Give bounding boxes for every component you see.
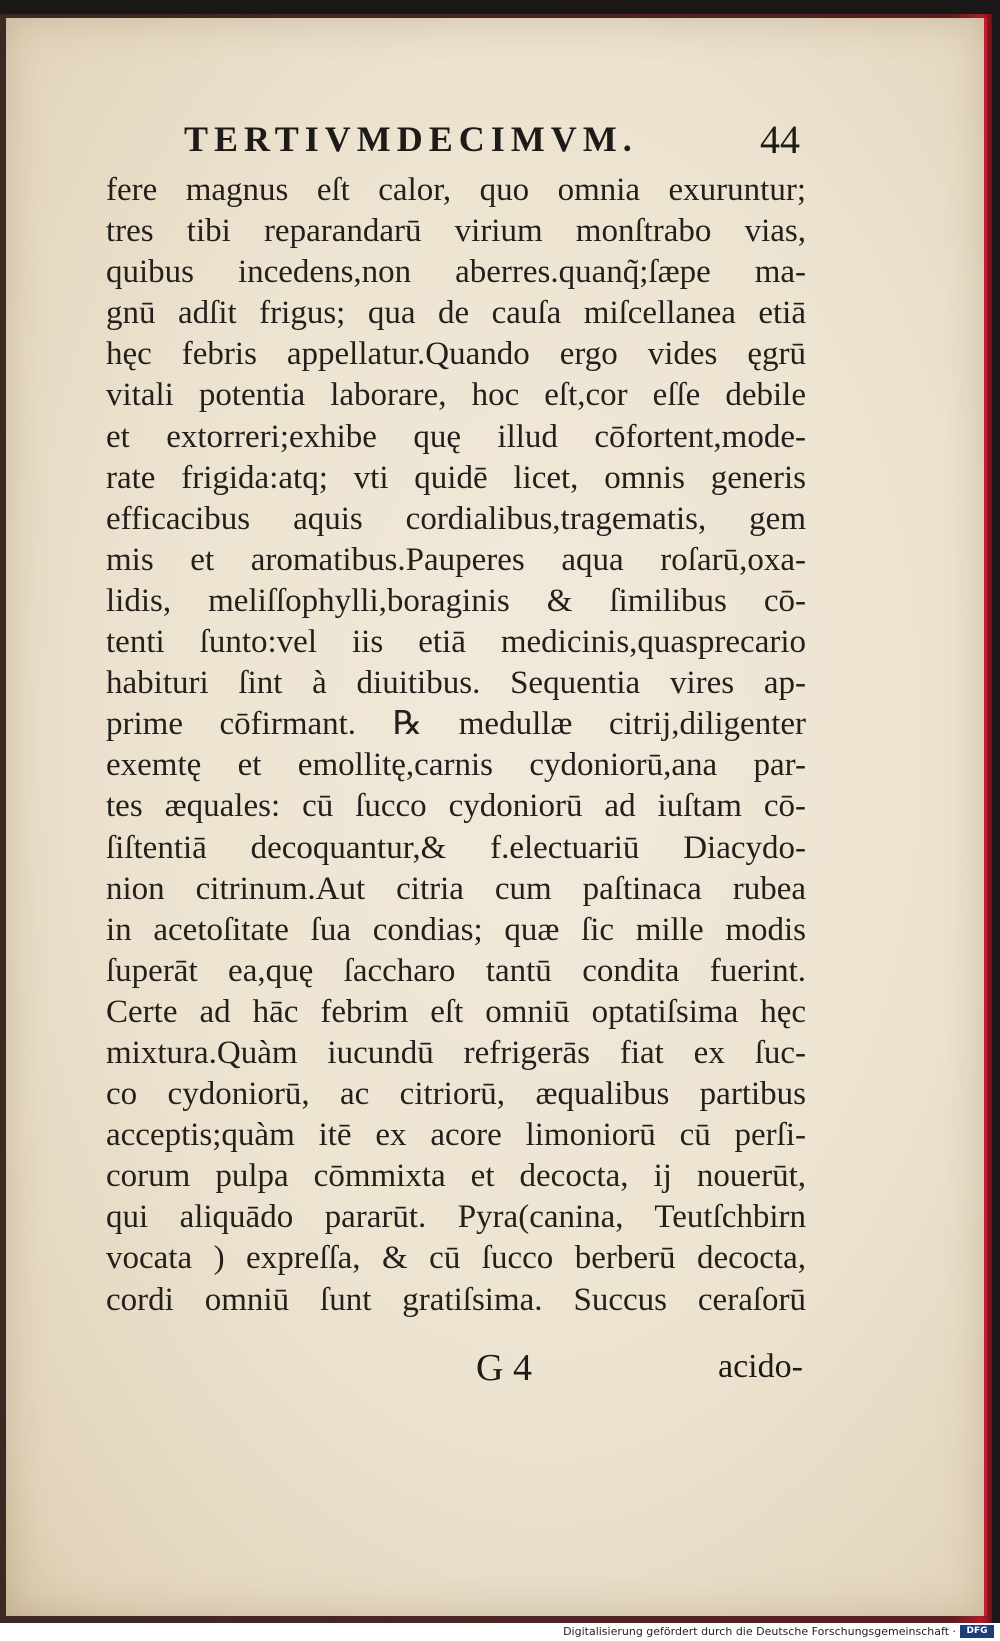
text-line: quibus incedens,non aberres.quanq̃;ſæpe ma-: [106, 254, 806, 291]
running-head: [6, 106, 984, 166]
text-line: lidis, meliſſophylli,boraginis & ſimilibus cō-: [106, 582, 806, 619]
signature-mark: G 4: [476, 1347, 532, 1389]
text-line: habituri ſint à diuitibus. Sequentia vires ap-: [106, 665, 806, 702]
text-line: tes æquales: cū ſucco cydoniorū ad iuſtam cō-: [106, 788, 806, 825]
text-line: nion citrinum.Aut citria cum paſtinaca rubea: [106, 870, 806, 907]
text-line: tres tibi reparandarū virium monſtrabo vias,: [106, 213, 806, 250]
dfg-logo: DFG: [960, 1625, 994, 1638]
text-line: prime cōfirmant. ℞ medullæ citrij,diligenter: [106, 706, 806, 743]
text-line: vitali potentia laborare, hoc eſt,cor eſſe debile: [106, 377, 806, 414]
text-line: tenti ſunto:vel iis etiā medicinis,quasprecario: [106, 624, 806, 661]
text-line: et extorreri;exhibe quę illud cōfortent,mode-: [106, 418, 806, 455]
text-line: corum pulpa cōmmixta et decocta, ij nouerūt,: [106, 1158, 806, 1195]
text-block: [106, 170, 806, 1321]
text-line: fere magnus eſt calor, quo omnia exuruntur;: [106, 172, 806, 208]
text-line: mis et aromatibus.Pauperes aqua roſarū,oxa-: [106, 541, 806, 578]
text-line: hęc febris appellatur.Quando ergo vides ęgrū: [106, 336, 806, 373]
text-line: qui aliquādo pararūt. Pyra(canina, Teutſchbirn: [106, 1199, 806, 1236]
text-line: acceptis;quàm itē ex acore limoniorū cū perſi-: [106, 1117, 806, 1154]
text-line: rate frigida:atq; vti quidē licet, omnis generis: [106, 459, 806, 496]
text-line: Certe ad hāc febrim eſt omniū optatiſsima hęc: [106, 993, 806, 1030]
text-line: co cydoniorū, ac citriorū, æqualibus partibus: [106, 1076, 806, 1113]
catchword: acido-: [718, 1348, 803, 1385]
text-line: cordi omniū ſunt gratiſsima. Succus ceraſorū: [106, 1281, 806, 1318]
running-head-title: TERTIVMDECIMVM.: [184, 119, 638, 159]
text-line: gnū adſit frigus; qua de cauſa miſcellanea etiā: [106, 295, 806, 332]
text-line: ſuperāt ea,quę ſaccharo tantū condita fuerint.: [106, 952, 806, 989]
text-line: mixtura.Quàm iucundū refrigerās fiat ex ſuc-: [106, 1034, 806, 1071]
footer-bar: [0, 1623, 1000, 1641]
book-page: [6, 18, 987, 1616]
text-line: efficacibus aquis cordialibus,tragematis, gem: [106, 500, 806, 537]
text-line: exemtę et emollitę,carnis cydoniorū,ana par-: [106, 747, 806, 784]
text-line: ſiſtentiā decoquantur,& f.electuariū Diacydo-: [106, 829, 806, 866]
text-line: in acetoſitate ſua condias; quæ ſic mille modis: [106, 911, 806, 948]
text-line: vocata ) expreſſa, & cū ſucco berberū decocta,: [106, 1240, 806, 1277]
footer-credit: Digitalisierung gefördert durch die Deutsche Forschungsgemeinschaft ·: [563, 1625, 956, 1638]
page-number: 44: [760, 117, 800, 162]
